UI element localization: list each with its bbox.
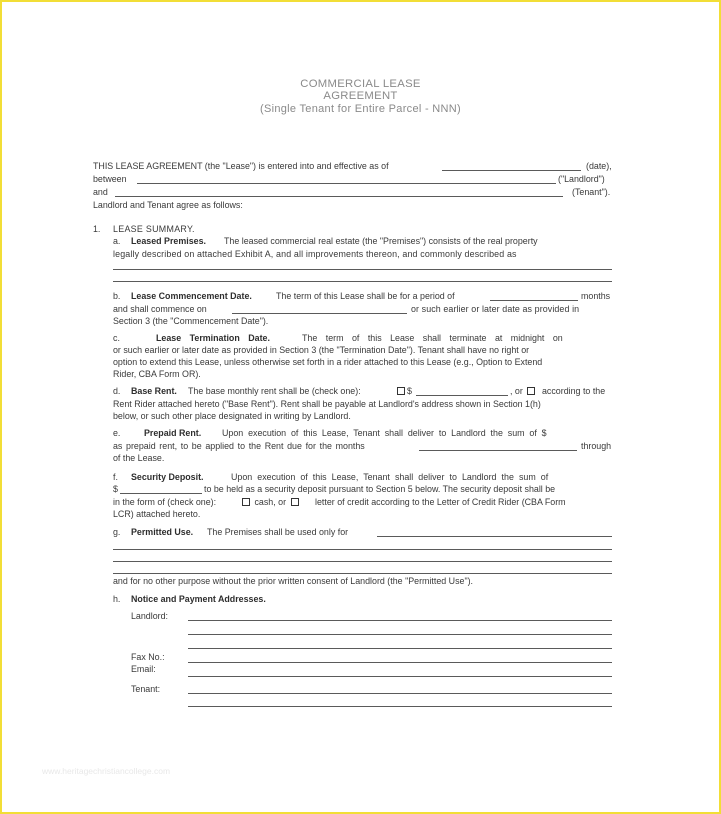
item-f-heading: Security Deposit. bbox=[131, 472, 204, 482]
item-b-text1: The term of this Lease shall be for a period of bbox=[276, 291, 455, 301]
item-h-heading: Notice and Payment Addresses. bbox=[131, 594, 266, 604]
item-d-text1b: according to the bbox=[542, 386, 606, 396]
item-b-text2a: and shall commence on bbox=[113, 304, 207, 314]
section-number: 1. bbox=[93, 224, 101, 234]
item-d-text2: Rent Rider attached hereto ("Base Rent"). Rent shall be payable at Landlord's address shown in Section 1(h) bbox=[113, 399, 541, 409]
landlord-label: ("Landlord") bbox=[558, 174, 605, 184]
item-g-letter: g. bbox=[113, 527, 121, 537]
landlord-name-line[interactable] bbox=[137, 183, 556, 184]
item-a-letter: a. bbox=[113, 236, 121, 246]
cash-checkbox[interactable] bbox=[242, 498, 250, 506]
item-c-heading: Lease Termination Date. bbox=[156, 333, 270, 343]
document-title-line2: AGREEMENT bbox=[323, 90, 398, 102]
item-h-letter: h. bbox=[113, 594, 121, 604]
item-g-text-last: and for no other purpose without the prior written consent of Landlord (the "Permitted Use"). bbox=[113, 576, 474, 586]
letter-of-credit-checkbox[interactable] bbox=[291, 498, 299, 506]
item-b-months: months bbox=[581, 291, 611, 301]
tenant-address-label: Tenant: bbox=[131, 684, 161, 694]
email-line[interactable] bbox=[188, 676, 612, 677]
term-months-line[interactable] bbox=[490, 300, 578, 301]
security-deposit-line[interactable] bbox=[120, 493, 202, 494]
item-e-letter: e. bbox=[113, 428, 121, 438]
landlord-address-line-1[interactable] bbox=[188, 620, 612, 621]
item-e-text3: of the Lease. bbox=[113, 453, 165, 463]
item-f-letter: f. bbox=[113, 472, 118, 482]
item-b-letter: b. bbox=[113, 291, 121, 301]
fax-label: Fax No.: bbox=[131, 652, 165, 662]
landlord-address-label: Landlord: bbox=[131, 611, 169, 621]
email-label: Email: bbox=[131, 664, 156, 674]
item-c-text3: option to extend this Lease, unless otherwise set forth in a rider attached to this Lease (e.g., Option to Extend bbox=[113, 357, 543, 367]
item-f-text2: to be held as a security deposit pursuant to Section 5 below. The security deposit shall be bbox=[204, 484, 556, 494]
tenant-name-line[interactable] bbox=[115, 196, 563, 197]
item-a-line-2[interactable] bbox=[113, 281, 612, 282]
item-e-heading: Prepaid Rent. bbox=[144, 428, 202, 438]
item-a-line-1[interactable] bbox=[113, 269, 612, 270]
item-f-cash: cash, or bbox=[254, 497, 287, 507]
item-f-dollar: $ bbox=[113, 484, 118, 494]
item-e-text2a: as prepaid rent, to be applied to the Rent due for the months bbox=[113, 441, 365, 451]
document-subtitle: (Single Tenant for Entire Parcel - NNN) bbox=[259, 103, 461, 115]
item-c-text1: The term of this Lease shall terminate at midnight on bbox=[302, 333, 563, 343]
base-rent-amount-line[interactable] bbox=[416, 395, 508, 396]
between-label: between bbox=[93, 174, 127, 184]
item-b-heading: Lease Commencement Date. bbox=[131, 291, 252, 301]
date-label: (date), bbox=[586, 161, 612, 171]
agree-text: Landlord and Tenant agree as follows: bbox=[93, 200, 243, 210]
item-e-text1: Upon execution of this Lease, Tenant shall deliver to Landlord the sum of $ bbox=[222, 428, 547, 438]
item-b-text2b: or such earlier or later date as provided in bbox=[411, 304, 580, 314]
item-b-text3: Section 3 (the "Commencement Date"). bbox=[113, 316, 269, 326]
permitted-use-line-4[interactable] bbox=[113, 573, 612, 574]
item-c-letter: c. bbox=[113, 333, 120, 343]
permitted-use-line-1[interactable] bbox=[377, 536, 612, 537]
item-a-text1: The leased commercial real estate (the "Premises") consists of the real property bbox=[224, 236, 538, 246]
prepaid-months-line[interactable] bbox=[419, 450, 577, 451]
fax-line[interactable] bbox=[188, 662, 612, 663]
item-f-text3a: in the form of (check one): bbox=[113, 497, 217, 507]
document-title: COMMERCIAL LEASE bbox=[300, 78, 421, 90]
permitted-use-line-3[interactable] bbox=[113, 561, 612, 562]
landlord-address-line-3[interactable] bbox=[188, 648, 612, 649]
item-e-text2b: through bbox=[581, 441, 612, 451]
item-a-text2: legally described on attached Exhibit A, and all improvements thereon, and commonly described as bbox=[113, 249, 517, 259]
item-f-text4: LCR) attached hereto. bbox=[113, 509, 201, 519]
fixed-rent-checkbox[interactable] bbox=[397, 387, 405, 395]
item-d-or: , or bbox=[510, 386, 523, 396]
landlord-address-line-2[interactable] bbox=[188, 634, 612, 635]
item-f-text3b: letter of credit according to the Letter of Credit Rider (CBA Form bbox=[315, 497, 566, 507]
permitted-use-line-2[interactable] bbox=[113, 549, 612, 550]
tenant-label: (Tenant"). bbox=[572, 187, 611, 197]
item-d-dollar: $ bbox=[407, 386, 412, 396]
item-c-text2: or such earlier or later date as provided in Section 3 (the "Termination Date"). Tenant shall have no right or bbox=[113, 345, 530, 355]
date-field-line[interactable] bbox=[442, 170, 581, 171]
tenant-address-line-2[interactable] bbox=[188, 706, 612, 707]
item-d-text1a: The base monthly rent shall be (check one): bbox=[188, 386, 361, 396]
item-c-text4: Rider, CBA Form OR). bbox=[113, 369, 201, 379]
watermark: www.heritagechristiancollege.com bbox=[42, 766, 171, 776]
commence-date-line[interactable] bbox=[232, 313, 407, 314]
item-g-text1: The Premises shall be used only for bbox=[207, 527, 349, 537]
item-d-heading: Base Rent. bbox=[131, 386, 177, 396]
rent-rider-checkbox[interactable] bbox=[527, 387, 535, 395]
item-f-text1: Upon execution of this Lease, Tenant shall deliver to Landlord the sum of bbox=[231, 472, 549, 482]
item-d-letter: d. bbox=[113, 386, 121, 396]
item-g-heading: Permitted Use. bbox=[131, 527, 194, 537]
intro-text: THIS LEASE AGREEMENT (the "Lease") is entered into and effective as of bbox=[93, 161, 389, 171]
item-d-text3: below, or such other place designated in writing by Landlord. bbox=[113, 411, 351, 421]
and-label: and bbox=[93, 187, 108, 197]
tenant-address-line-1[interactable] bbox=[188, 693, 612, 694]
section-heading: LEASE SUMMARY. bbox=[113, 224, 195, 234]
item-a-heading: Leased Premises. bbox=[131, 236, 206, 246]
